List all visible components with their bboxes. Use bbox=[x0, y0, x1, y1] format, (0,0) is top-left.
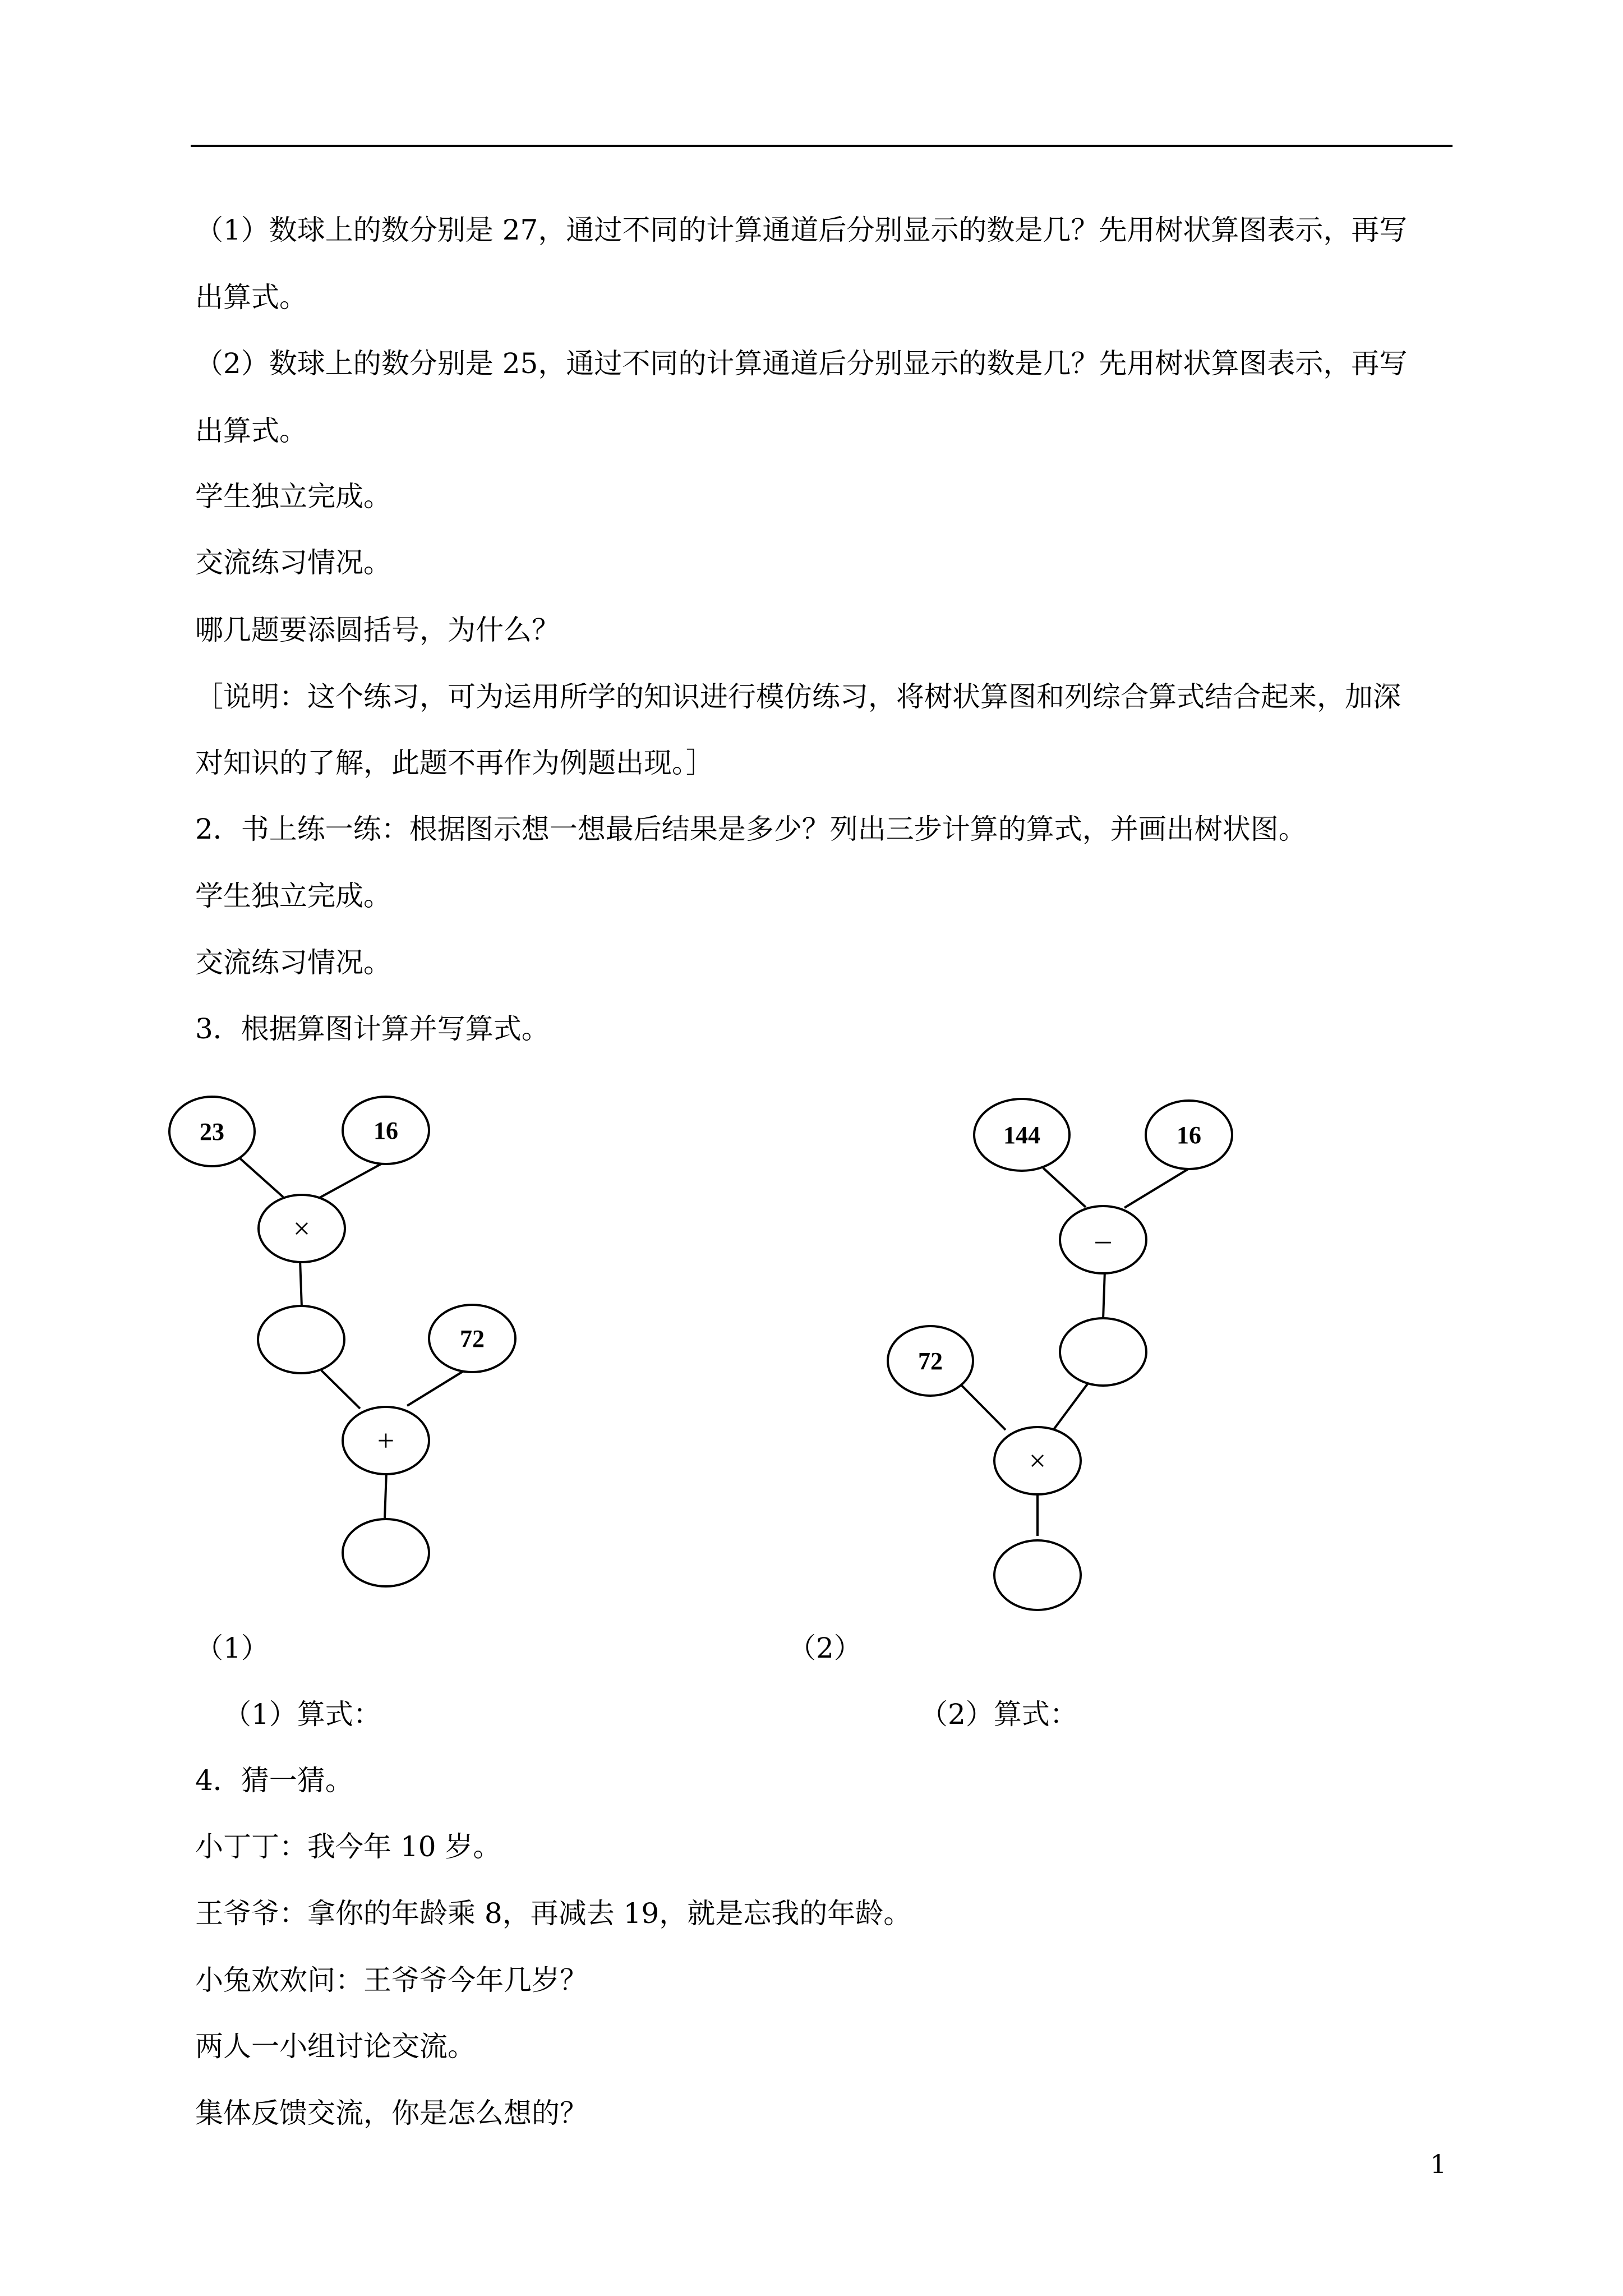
paragraph-group-discussion: 两人一小组讨论交流。 bbox=[195, 2030, 476, 2063]
note-line-2: 对知识的了解，此题不再作为例题出现。］ bbox=[195, 747, 714, 779]
paragraph-5: 哪几题要添圆括号，为什么？ bbox=[195, 614, 560, 646]
dialogue-rabbit: 小兔欢欢问：王爷爷今年几岁？ bbox=[195, 1964, 588, 1996]
diagram2-input-b: 16 bbox=[1177, 1121, 1201, 1149]
exercise-3: 3．根据算图计算并写算式。 bbox=[195, 1013, 550, 1045]
diagram1-input-c: 72 bbox=[460, 1325, 485, 1352]
diagram1-caption: （1） bbox=[195, 1632, 269, 1664]
diagram2-input-a: 144 bbox=[1003, 1121, 1040, 1149]
diagram2-caption: （2） bbox=[788, 1632, 862, 1664]
paragraph-4: 交流练习情况。 bbox=[195, 546, 391, 579]
paragraph-7: 交流练习情况。 bbox=[195, 946, 391, 979]
paragraph-3: 学生独立完成。 bbox=[195, 480, 391, 513]
diagram1-result2-bubble[interactable] bbox=[343, 1519, 429, 1586]
diagram2-op2: × bbox=[1029, 1444, 1046, 1478]
exercise-4: 4．猜一猜。 bbox=[195, 1764, 353, 1797]
paragraph-2: （2）数球上的数分别是 25，通过不同的计算通道后分别显示的数是几？先用树状算图表示，再写 bbox=[195, 347, 1408, 380]
diagram2-op1: – bbox=[1095, 1223, 1111, 1257]
paragraph-1-cont: 出算式。 bbox=[195, 281, 307, 314]
diagram1-input-b: 16 bbox=[374, 1117, 398, 1144]
diagram1-input-a: 23 bbox=[200, 1118, 224, 1145]
dialogue-xiaodingding: 小丁丁：我今年 10 岁。 bbox=[195, 1830, 501, 1863]
diagram2-input-c: 72 bbox=[918, 1347, 943, 1375]
diagram1-op2: + bbox=[377, 1424, 395, 1457]
exercise-2: 2．书上练一练：根据图示想一想最后结果是多少？列出三步计算的算式，并画出树状图。 bbox=[195, 813, 1307, 845]
paragraph-6: 学生独立完成。 bbox=[195, 880, 391, 912]
page-number: 1 bbox=[1430, 2149, 1447, 2179]
diagram2-result2-bubble[interactable] bbox=[994, 1540, 1081, 1610]
dialogue-grandpa-wang: 王爷爷：拿你的年龄乘 8，再减去 19，就是忘我的年龄。 bbox=[195, 1897, 912, 1930]
diagram2-formula-label: （2）算式： bbox=[920, 1698, 1078, 1731]
note-line-1: ［说明：这个练习，可为运用所学的知识进行模仿练习，将树状算图和列综合算式结合起来，加深 bbox=[195, 680, 1401, 713]
diagram1-op1: × bbox=[293, 1212, 311, 1245]
diagram1-result1-bubble[interactable] bbox=[258, 1306, 344, 1373]
diagram1-formula-label: （1）算式： bbox=[223, 1698, 381, 1731]
paragraph-1: （1）数球上的数分别是 27，通过不同的计算通道后分别显示的数是几？先用树状算图表示，再写 bbox=[195, 214, 1408, 246]
diagram2-result1-bubble[interactable] bbox=[1060, 1318, 1146, 1386]
paragraph-feedback: 集体反馈交流，你是怎么想的？ bbox=[195, 2097, 588, 2129]
paragraph-2-cont: 出算式。 bbox=[195, 415, 307, 447]
